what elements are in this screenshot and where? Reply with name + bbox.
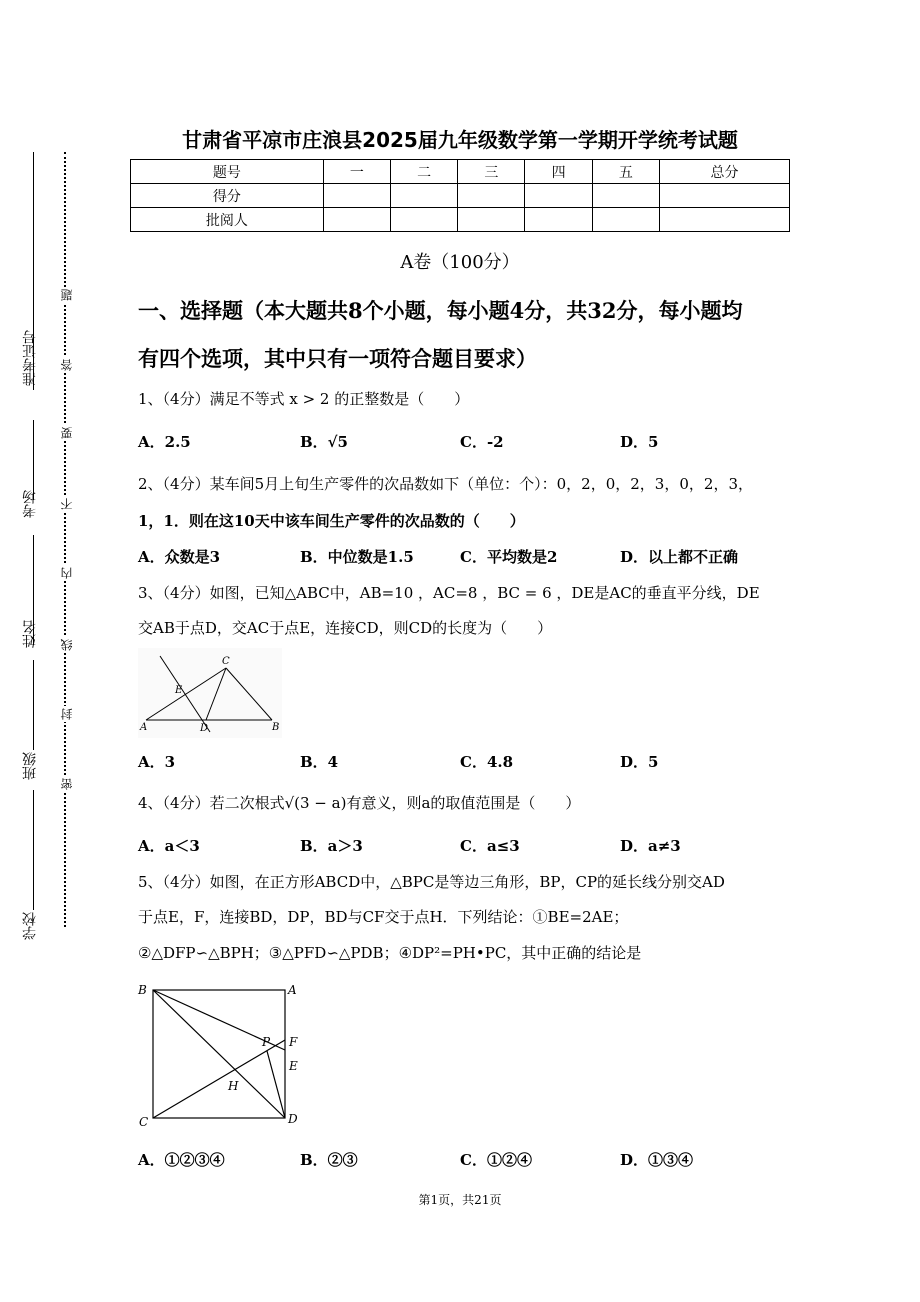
cell[interactable] xyxy=(592,184,659,208)
cell: 三 xyxy=(458,160,525,184)
cell[interactable] xyxy=(525,208,592,232)
table-row xyxy=(131,184,790,208)
option[interactable]: B．4 xyxy=(300,753,339,771)
score-table xyxy=(130,159,790,232)
seal-char: 题 xyxy=(60,289,74,301)
option[interactable]: B．a＞3 xyxy=(300,837,363,855)
option[interactable]: D．①③④ xyxy=(620,1151,694,1169)
cell[interactable] xyxy=(323,184,390,208)
question-stem: 交AB于点D，交AC于点E，连接CD，则CD的长度为（ ） xyxy=(138,619,553,637)
option[interactable]: C．①②④ xyxy=(460,1151,532,1169)
triangle-figure xyxy=(138,648,282,738)
question-stem: 1、（4分）满足不等式 x > 2 的正整数是（ ） xyxy=(138,390,470,408)
cell[interactable] xyxy=(592,208,659,232)
question-stem: 3、（4分）如图，已知△ABC中，AB=10 ，AC=8 ，BC = 6 ，DE是AC的垂直平分线，DE xyxy=(138,584,760,602)
question-stem: ②△DFP∽△BPH；③△PFD∽△PDB；④DP²=PH•PC，其中正确的结论是 xyxy=(138,944,642,962)
label-b: B xyxy=(138,983,147,997)
option[interactable]: D．以上都不正确 xyxy=(620,548,739,566)
option[interactable]: B．中位数是1.5 xyxy=(300,548,414,566)
cell[interactable] xyxy=(659,208,789,232)
cell: 一 xyxy=(323,160,390,184)
option[interactable]: D．5 xyxy=(620,433,659,451)
seal-char: 线 xyxy=(60,639,74,651)
cell: 总分 xyxy=(659,160,789,184)
label-d: D xyxy=(288,1112,298,1126)
option[interactable]: A．a＜3 xyxy=(138,837,200,855)
label-c: C xyxy=(222,656,230,667)
field-name: 姓名 xyxy=(22,620,38,648)
table-row xyxy=(131,208,790,232)
label-f: F xyxy=(289,1035,298,1049)
question-stem: 2、（4分）某车间5月上旬生产零件的次品数如下（单位：个）：0，2，0，2，3，0，2，3， xyxy=(138,475,753,493)
label-e: E xyxy=(175,685,183,696)
option[interactable]: C．平均数是2 xyxy=(460,548,558,566)
seal-char: 封 xyxy=(60,708,74,720)
line xyxy=(33,790,34,910)
option[interactable]: A．3 xyxy=(138,753,176,771)
table-row xyxy=(131,160,790,184)
option[interactable]: C．a≤3 xyxy=(460,837,520,855)
seal-char: 要 xyxy=(60,427,74,439)
field-class: 班级 xyxy=(22,752,38,780)
option[interactable]: D．5 xyxy=(620,753,659,771)
seal-char: 密 xyxy=(60,778,74,790)
field-exam-id: 准考证号 xyxy=(22,330,38,386)
line xyxy=(33,420,34,500)
field-room: 考场 xyxy=(22,490,38,518)
page-footer: 第1页，共21页 xyxy=(418,1193,502,1207)
cell: 四 xyxy=(525,160,592,184)
cell: 题号 xyxy=(131,160,324,184)
question-stem: 1，1．则在这10天中该车间生产零件的次品数的（ ） xyxy=(138,512,525,530)
label-e: E xyxy=(289,1059,298,1073)
option[interactable]: A．众数是3 xyxy=(138,548,221,566)
square-figure xyxy=(136,978,306,1130)
label-h: H xyxy=(228,1079,239,1093)
cell[interactable] xyxy=(391,208,458,232)
question-stem: 5、（4分）如图，在正方形ABCD中，△BPC是等边三角形，BP，CP的延长线分别交AD xyxy=(138,873,725,891)
cell[interactable] xyxy=(458,184,525,208)
label-a: A xyxy=(288,983,297,997)
seal-char: 不 xyxy=(60,498,74,510)
option[interactable]: B．√5 xyxy=(300,433,348,451)
page-title: 甘肃省平凉市庄浪县2025届九年级数学第一学期开学统考试题 xyxy=(182,128,738,152)
cell[interactable] xyxy=(323,208,390,232)
question-stem: 于点E，F，连接BD，DP，BD与CF交于点H．下列结论：①BE=2AE； xyxy=(138,908,629,926)
cell: 得分 xyxy=(131,184,324,208)
cell[interactable] xyxy=(659,184,789,208)
label-p: P xyxy=(262,1035,271,1049)
option[interactable]: A．2.5 xyxy=(138,433,191,451)
section-heading: 有四个选项，其中只有一项符合题目要求） xyxy=(138,346,537,371)
option[interactable]: C．-2 xyxy=(460,433,504,451)
cell[interactable] xyxy=(525,184,592,208)
label-c: C xyxy=(139,1115,149,1129)
label-b: B xyxy=(272,722,280,733)
cell: 五 xyxy=(592,160,659,184)
question-stem: 4、（4分）若二次根式√(3 − a)有意义，则a的取值范围是（ ） xyxy=(138,794,581,812)
option[interactable]: D．a≠3 xyxy=(620,837,681,855)
line xyxy=(33,660,34,750)
label-d: D xyxy=(200,723,209,734)
section-heading: 一、选择题（本大题共8个小题，每小题4分，共32分，每小题均 xyxy=(138,298,743,323)
cell: 批阅人 xyxy=(131,208,324,232)
seal-char: 答 xyxy=(60,359,74,371)
field-school: 学校 xyxy=(22,912,38,940)
cell[interactable] xyxy=(458,208,525,232)
cell: 二 xyxy=(391,160,458,184)
seal-char: 内 xyxy=(60,567,74,579)
option[interactable]: C．4.8 xyxy=(460,753,514,771)
option[interactable]: B．②③ xyxy=(300,1151,358,1169)
label-a: A xyxy=(140,722,148,733)
volume-heading: A卷（100分） xyxy=(400,252,520,273)
option[interactable]: A．①②③④ xyxy=(138,1151,225,1169)
cell[interactable] xyxy=(391,184,458,208)
